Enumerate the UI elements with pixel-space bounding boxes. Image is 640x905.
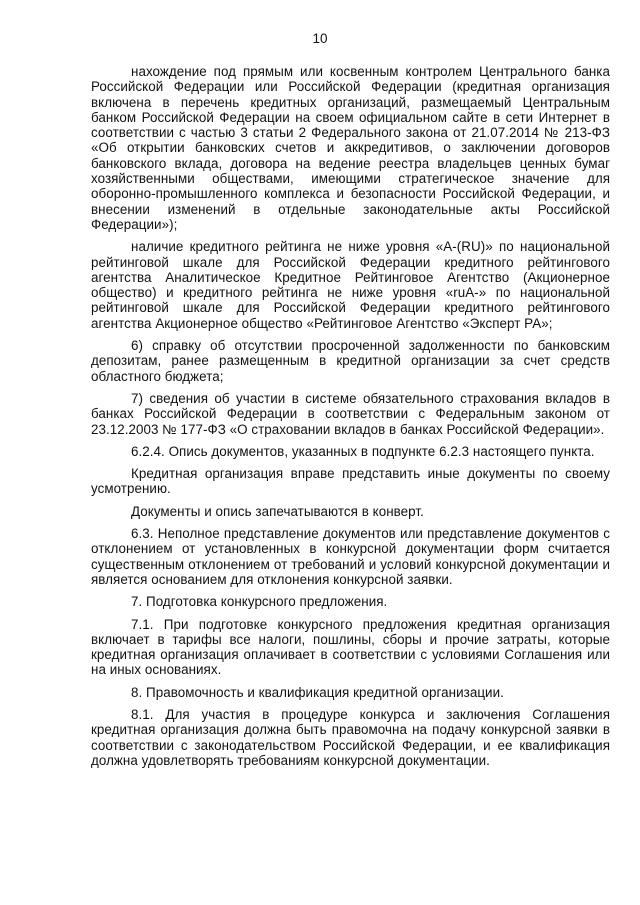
paragraph-7-1: 7.1. При подготовке конкурсного предложения кредитная организация включает в тарифы все налоги, пошлины, сборы и прочие затраты, которые кредитная организация оплачивает в соответствии с условиями Соглашения или на иных основаниях. xyxy=(91,616,610,678)
section-heading-7: 7. Подготовка конкурсного предложения. xyxy=(131,594,388,610)
paragraph-credit-rating: наличие кредитного рейтинга не ниже уровня «A-(RU)» по национальной рейтинговой шкале для Российской Федерации кредитного рейтингового агентства Аналитическое Кредитное Рейтинговое Агентство (Акционерное общество) и кредитного рейтинга не ниже уровня «ruA-» по национальной рейтинговой шкале для Российской Федерации кредитного рейтингового агентства Акционерное общество «Рейтинговое Агентство «Эксперт РА»; xyxy=(91,239,610,331)
page-number: 10 xyxy=(312,31,328,46)
paragraph-other-documents: Кредитная организация вправе представить иные документы по своему усмотрению. xyxy=(91,466,610,497)
paragraph-6-2-4: 6.2.4. Опись документов, указанных в подпункте 6.2.3 настоящего пункта. xyxy=(131,443,595,459)
document-body xyxy=(91,64,610,775)
section-heading-8: 8. Правомочность и квалификация кредитной организации. xyxy=(131,684,504,700)
paragraph-state-control: нахождение под прямым или косвенным контролем Центрального банка Российской Федерации или Российской Федерации (кредитная организация включена в перечень кредитных организаций, размещаемый Центральным банком Российской Федерации на своем официальном сайте в сети Интернет в соответствии с частью 3 статьи 2 Федерального закона от 21.07.2014 № 213-ФЗ «Об открытии банковских счетов и аккредитивов, о заключении договоров банковского вклада, договора на ведение реестра владельцев ценных бумаг хозяйственными обществами, имеющими стратегическое значение для оборонно-промышленного комплекса и безопасности Российской Федерации, и внесении изменений в отдельные законодательные акты Российской Федерации»); xyxy=(91,64,610,232)
paragraph-item-6: 6) справку об отсутствии просроченной задолженности по банковским депозитам, ранее размещенным в кредитной организации за счет средств областного бюджета; xyxy=(91,338,610,384)
paragraph-6-3: 6.3. Неполное представление документов или представление документов с отклонением от установленных в конкурсной документации форм считается существенным отклонением от требований и условий конкурсной документации и является основанием для отклонения конкурсной заявки. xyxy=(91,526,610,587)
paragraph-envelope: Документы и опись запечатываются в конверт. xyxy=(131,503,424,519)
paragraph-8-1: 8.1. Для участия в процедуре конкурса и заключения Соглашения кредитная организация должна быть правомочна на подачу конкурсной заявки в соответствии с законодательством Российской Федерации, и ее квалификация должна удовлетворять требованиям конкурсной документации. xyxy=(91,706,610,768)
paragraph-item-7: 7) сведения об участии в системе обязательного страхования вкладов в банках Российской Федерации в соответствии с Федеральным законом от 23.12.2003 № 177-ФЗ «О страховании вкладов в банках Российской Федерации». xyxy=(91,390,610,437)
